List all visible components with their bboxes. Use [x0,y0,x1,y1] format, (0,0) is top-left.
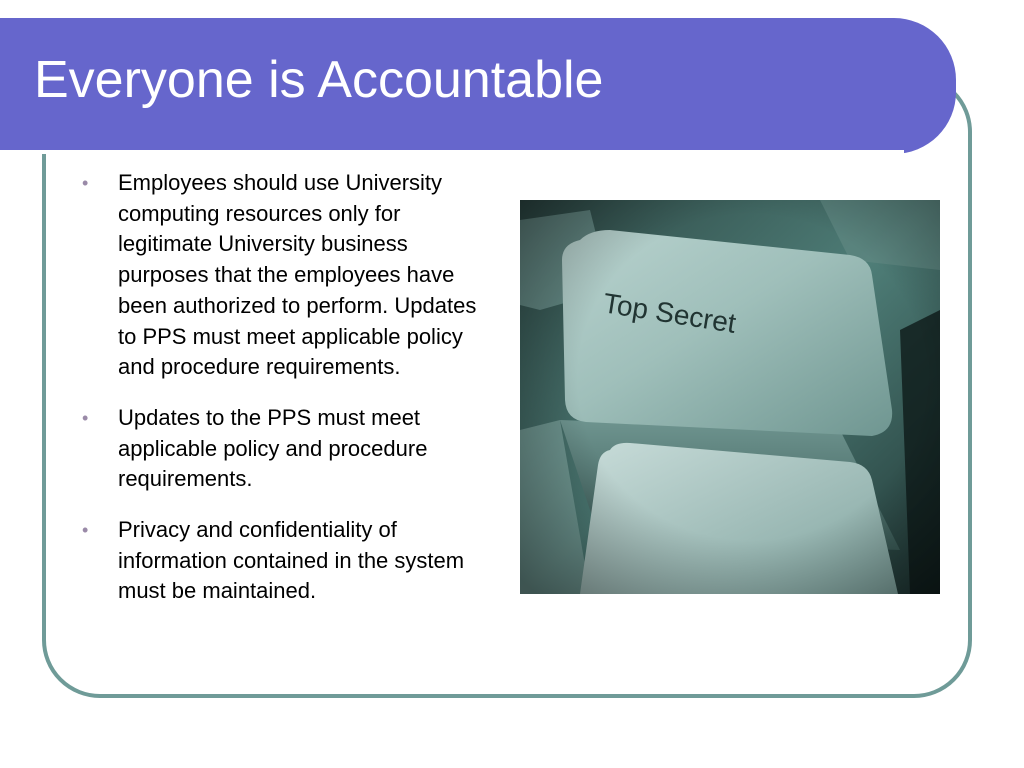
bullet-item [82,515,487,607]
bullet-text: Updates to the PPS must meet applicable policy and procedure requirements. [118,404,428,492]
keyboard-photo [520,200,940,594]
bullet-item [82,168,487,383]
bullet-dot-icon: • [82,407,89,428]
slide-title: Everyone is Accountable [34,51,604,109]
bullet-text: Employees should use University computing resources only for legitimate University business purposes that the employees have been authorized to perform. Updates to PPS must meet applicable policy and procedure requirements. [118,170,477,380]
bullet-item [82,403,487,495]
keyboard-illustration [520,200,940,594]
bullet-text: Privacy and confidentiality of information contained in the system must be maintained. [118,517,465,604]
title-underline [0,150,904,154]
bullet-dot-icon: • [82,173,89,193]
bullet-dot-icon: • [82,520,89,541]
bullet-list [82,168,487,627]
